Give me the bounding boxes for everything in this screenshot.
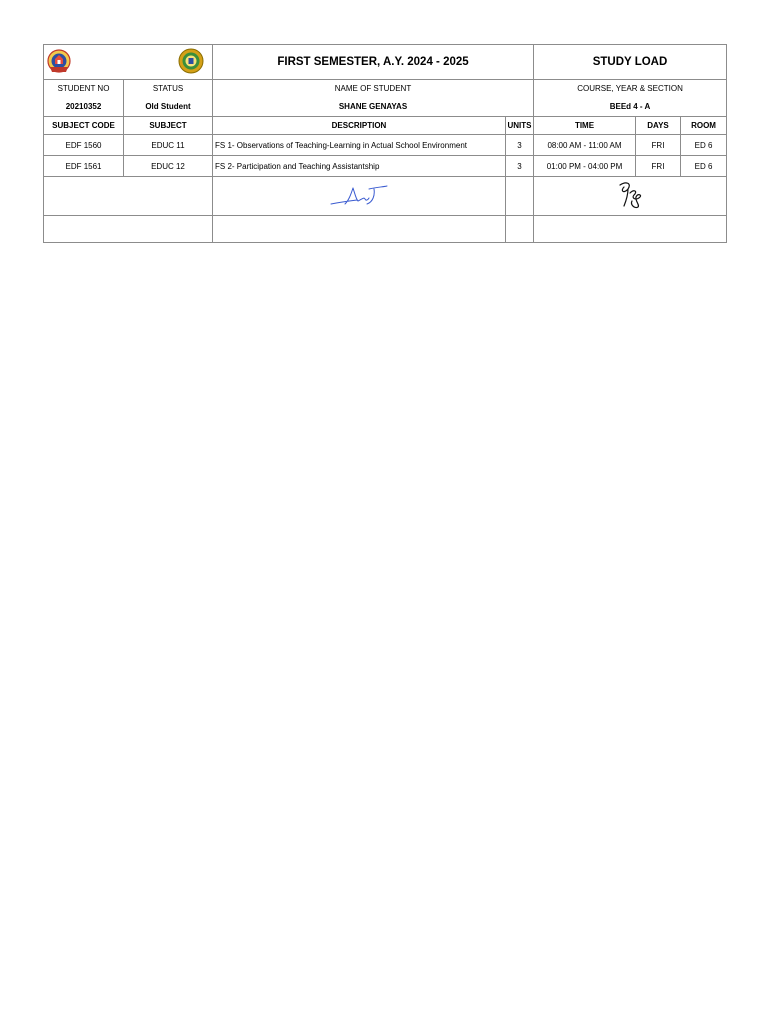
description-cell: FS 1- Observations of Teaching-Learning in Actual School Environment — [213, 135, 506, 156]
logos-cell — [44, 45, 213, 80]
empty-cell — [506, 216, 534, 243]
empty-cell — [534, 216, 727, 243]
column-header: SUBJECT CODE — [44, 117, 124, 135]
registrar-signature-cell — [534, 177, 727, 216]
days-cell: FRI — [636, 135, 681, 156]
days-cell: FRI — [636, 156, 681, 177]
study-load-table — [43, 44, 727, 243]
course-label: COURSE, YEAR & SECTION — [534, 80, 727, 98]
empty-cell — [213, 216, 506, 243]
signature-row — [44, 177, 727, 216]
empty-cell — [506, 177, 534, 216]
subject-cell: EDUC 11 — [124, 135, 213, 156]
course-value: BEEd 4 - A — [534, 97, 727, 117]
column-header: SUBJECT — [124, 117, 213, 135]
room-cell: ED 6 — [681, 156, 727, 177]
student-name-label: NAME OF STUDENT — [213, 80, 534, 98]
description-cell: FS 2- Participation and Teaching Assistantship — [213, 156, 506, 177]
column-header-row — [44, 117, 727, 135]
student-signature — [329, 180, 389, 210]
document-title: STUDY LOAD — [534, 45, 727, 80]
table-row — [44, 135, 727, 156]
student-no-label: STUDENT NO — [44, 80, 124, 98]
status-label: STATUS — [124, 80, 213, 98]
room-cell: ED 6 — [681, 135, 727, 156]
info-value-row — [44, 97, 727, 117]
title-row — [44, 45, 727, 80]
units-cell: 3 — [506, 135, 534, 156]
column-header: TIME — [534, 117, 636, 135]
units-cell: 3 — [506, 156, 534, 177]
subject-code-cell: EDF 1560 — [44, 135, 124, 156]
status-value: Old Student — [124, 97, 213, 117]
subject-cell: EDUC 12 — [124, 156, 213, 177]
university-seal-logo — [47, 49, 71, 75]
column-header: UNITS — [506, 117, 534, 135]
time-cell: 01:00 PM - 04:00 PM — [534, 156, 636, 177]
registrar-signature — [610, 179, 650, 211]
student-name-value: SHANE GENAYAS — [213, 97, 534, 117]
student-no-value: 20210352 — [44, 97, 124, 117]
column-header: ROOM — [681, 117, 727, 135]
table-row — [44, 156, 727, 177]
empty-row — [44, 216, 727, 243]
college-seal-logo — [178, 48, 204, 74]
time-cell: 08:00 AM - 11:00 AM — [534, 135, 636, 156]
semester-title: FIRST SEMESTER, A.Y. 2024 - 2025 — [213, 45, 534, 80]
student-signature-cell — [213, 177, 506, 216]
info-label-row — [44, 80, 727, 98]
subject-code-cell: EDF 1561 — [44, 156, 124, 177]
column-header: DESCRIPTION — [213, 117, 506, 135]
column-header: DAYS — [636, 117, 681, 135]
empty-cell — [44, 177, 213, 216]
empty-cell — [44, 216, 213, 243]
